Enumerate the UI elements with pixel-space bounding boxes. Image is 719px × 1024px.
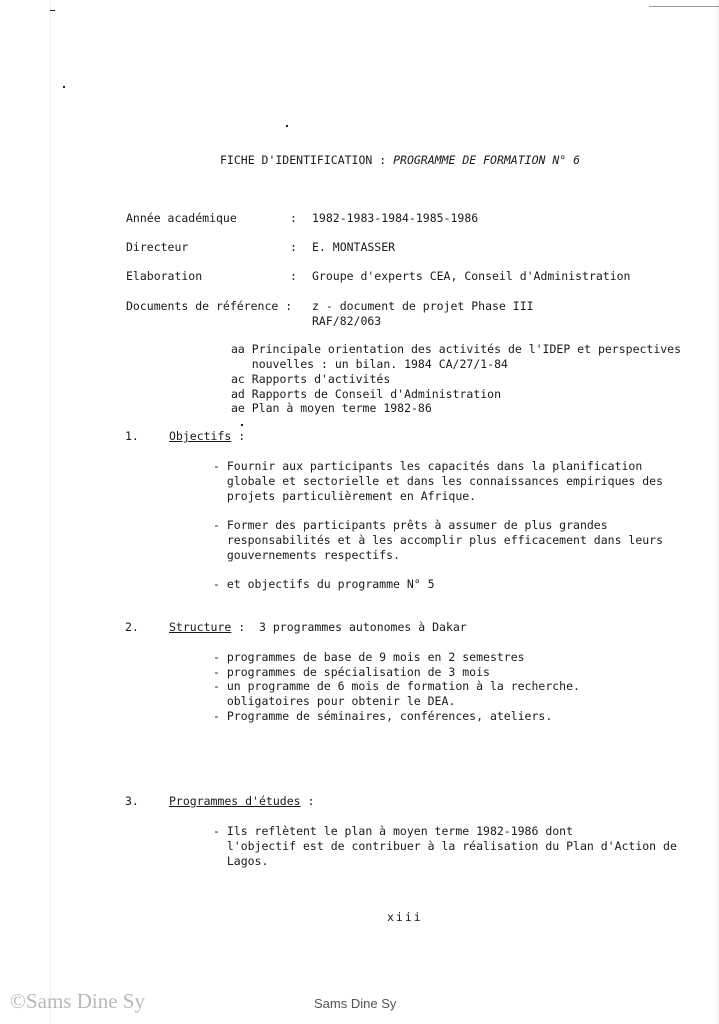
section-1-heading: Objectifs [169,429,232,443]
structure-line: - un programme de 6 mois de formation à la recherche. [213,679,580,693]
reference-item: aa Principale orientation des activités de l'IDEP et perspectives [231,342,682,356]
section-1-number: 1. [125,429,139,443]
section-3-heading: Programmes d'études [169,794,301,808]
section-3-suffix: : [300,794,315,808]
objective-line: globale et sectorielle et dans les connaissances empiriques des [213,474,664,488]
field-colon: : [290,269,297,283]
field-label-elaboration: Elaboration [126,269,203,283]
scan-speck [63,86,65,88]
field-label-annee: Année académique [126,211,237,225]
structure-line: - Programme de séminaires, conférences, ateliers. [213,709,553,723]
reference-item: nouvelles : un bilan. 1984 CA/27/1-84 [231,357,508,371]
section-2-suffix: : 3 programmes autonomes à Dakar [231,620,467,634]
source-credit: Sams Dine Sy [314,996,397,1011]
reference-item: ad Rapports de Conseil d'Administration [231,387,502,401]
section-2-heading-line [169,620,467,635]
field-label-documents: Documents de référence : [126,299,293,313]
section-3-number: 3. [125,794,139,808]
etudes-line: - Ils reflètent le plan à moyen terme 1982-1986 dont [213,824,574,838]
scan-speck [241,424,243,426]
field-value-directeur: E. MONTASSER [312,240,396,254]
field-value-annee: 1982-1983-1984-1985-1986 [312,211,479,225]
field-value-documents: z - document de projet Phase III [312,299,534,313]
scan-edge-left [50,0,51,1024]
section-2-heading: Structure [169,620,232,634]
etudes-line: l'objectif est de contribuer à la réalisation du Plan d'Action de [213,839,677,853]
objective-line: - Former des participants prêts à assumer de plus grandes [213,518,608,532]
scan-speck [286,125,288,127]
reference-item: ae Plan à moyen terme 1982-86 [231,401,432,415]
objective-line: responsabilités et à les accomplir plus efficacement dans leurs [213,533,664,547]
field-colon: : [290,240,297,254]
objective-line: - et objectifs du programme N° 5 [213,577,435,591]
structure-line: - programmes de spécialisation de 3 mois [213,665,490,679]
field-label-directeur: Directeur [126,240,189,254]
structure-line: - programmes de base de 9 mois en 2 semestres [213,650,525,664]
field-colon: : [290,211,297,225]
title-prefix: FICHE D'IDENTIFICATION : [220,153,387,167]
copyright-watermark: ©Sams Dine Sy [10,989,145,1013]
reference-item: ac Rapports d'activités [231,372,391,386]
field-value-elaboration: Groupe d'experts CEA, Conseil d'Administration [312,269,631,283]
field-value-documents-ref: RAF/82/063 [312,314,382,328]
section-3-heading-line [169,794,314,809]
objective-line: - Fournir aux participants les capacités dans la planification [213,459,643,473]
section-2-number: 2. [125,620,139,634]
structure-line: obligatoires pour obtenir le DEA. [213,694,456,708]
section-1-heading-line [169,429,245,444]
scan-top-line [649,6,719,7]
objective-line: projets particulièrement en Afrique. [213,489,477,503]
scan-speck [50,10,55,11]
title-program: PROGRAMME DE FORMATION N° 6 [393,153,581,167]
etudes-line: Lagos. [213,854,269,868]
page-number: xiii [387,910,423,924]
objective-line: gouvernements respectifs. [213,548,400,562]
section-1-suffix: : [231,429,246,443]
document-title [220,153,580,168]
